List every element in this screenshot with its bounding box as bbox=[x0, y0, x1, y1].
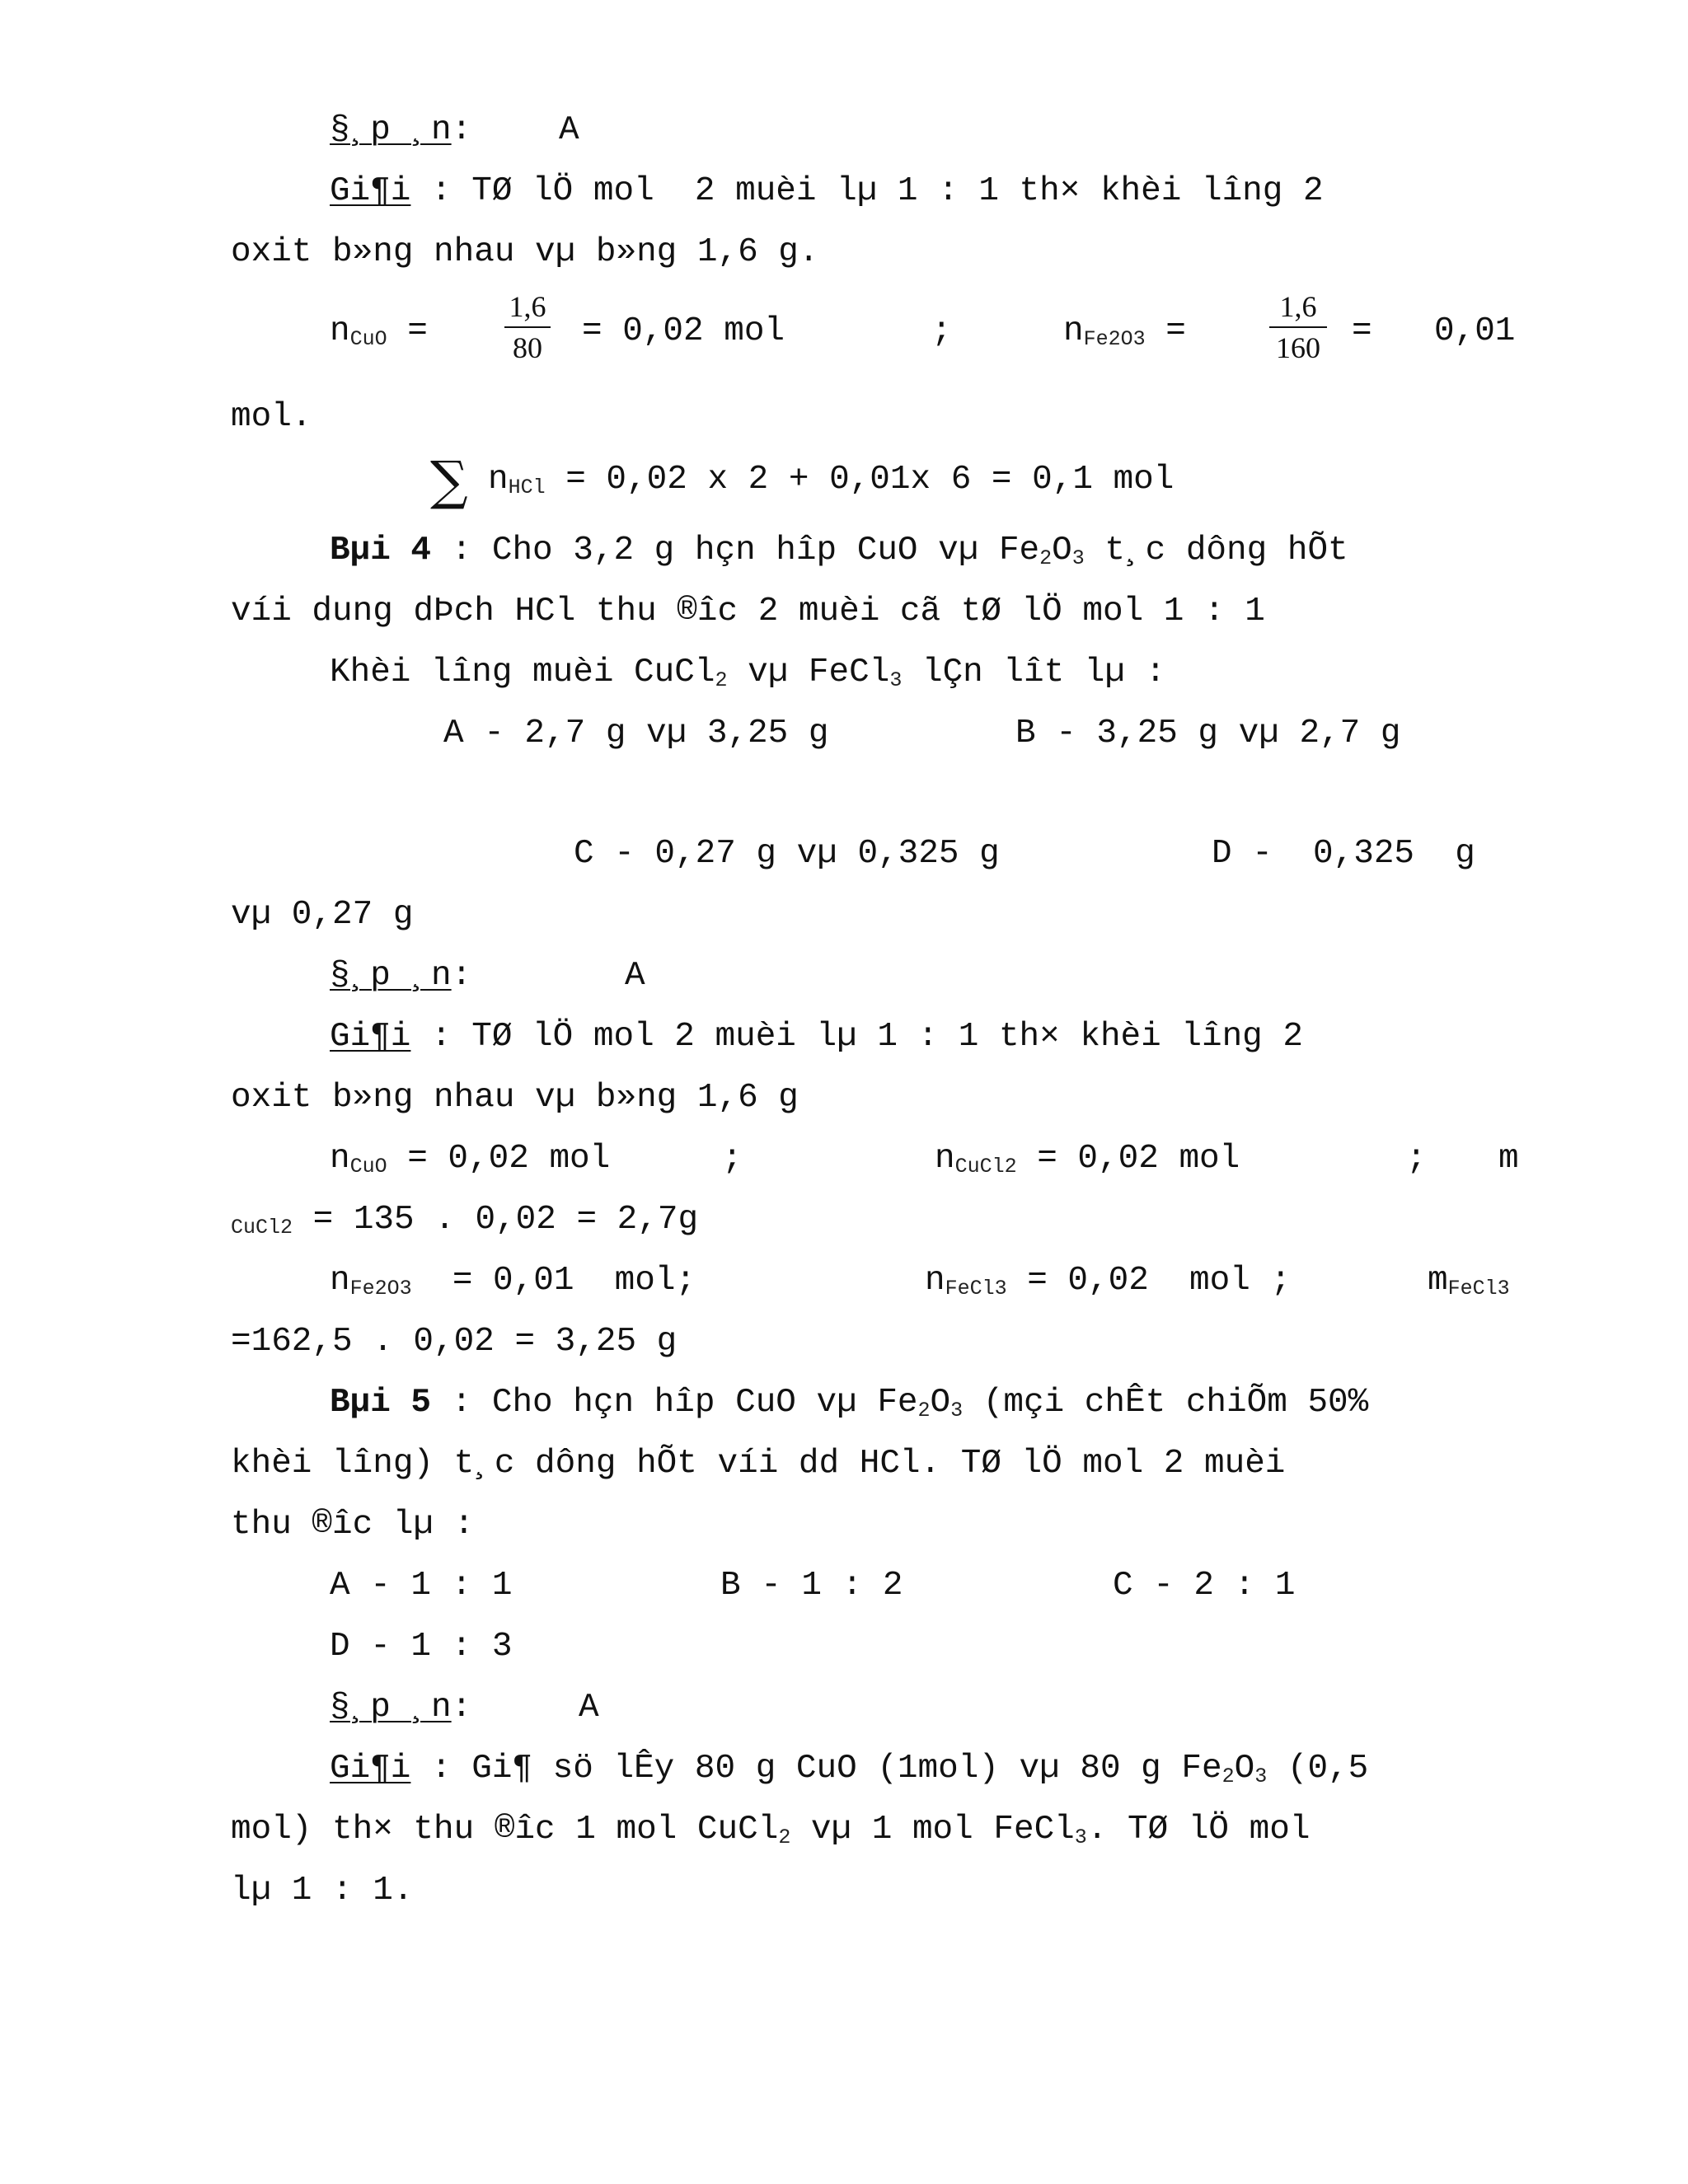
semicolon: ; bbox=[931, 312, 952, 350]
bai4-n-fe2o3 bbox=[330, 1261, 696, 1301]
n-subscript: Fe2O3 bbox=[1083, 327, 1146, 351]
solution-label: Gi¶i bbox=[330, 172, 411, 210]
question-text: (mçi chÊt chiÕm 50% bbox=[963, 1384, 1369, 1422]
m-symbol: m bbox=[1428, 1262, 1448, 1300]
question-text: t¸c dông hÕt bbox=[1084, 532, 1348, 569]
m-symbol: m bbox=[1498, 1140, 1519, 1178]
fraction-numerator: 1,6 bbox=[509, 290, 546, 323]
solution-text: : Gi¶ sö lÊy 80 g CuO (1mol) vµ 80 g Fe bbox=[410, 1750, 1222, 1788]
bai4-m-cucl2 bbox=[231, 1200, 698, 1240]
n-symbol: n bbox=[330, 1140, 350, 1178]
solution-text: . TØ lÖ mol bbox=[1086, 1811, 1311, 1849]
bai4-answer-line bbox=[330, 956, 471, 996]
answer-colon: : bbox=[451, 957, 472, 995]
bai4-option-a: A - 2,7 g vµ 3,25 g bbox=[443, 715, 829, 752]
solution-text: : TØ lÖ mol 2 muèi lµ 1 : 1 th× khèi lîng 2 bbox=[410, 1018, 1303, 1056]
bai4-n-fecl3 bbox=[925, 1261, 1291, 1301]
n-symbol: n bbox=[935, 1140, 955, 1178]
sigma-symbol: ∑ bbox=[430, 451, 468, 512]
bai4-m-fecl3-value: =162,5 . 0,02 = 3,25 g bbox=[231, 1323, 678, 1361]
bai4-solution-line-2: oxit b»ng nhau vµ b»ng 1,6 g bbox=[231, 1079, 799, 1117]
bai4-option-b: B - 3,25 g vµ 2,7 g bbox=[1015, 715, 1401, 752]
n-cuo-label bbox=[330, 312, 448, 351]
n-fe2o3-label bbox=[1063, 312, 1206, 351]
answer-colon: : bbox=[451, 1689, 472, 1727]
equals-sign: = bbox=[387, 312, 448, 350]
sum-hcl-line bbox=[488, 460, 1174, 499]
subscript: 3 bbox=[950, 1399, 964, 1422]
subscript: 2 bbox=[1039, 546, 1053, 570]
bai4-option-c: C - 0,27 g vµ 0,325 g bbox=[574, 835, 1000, 873]
solution-line-1 bbox=[330, 171, 1324, 211]
solution-text: (0,5 bbox=[1267, 1750, 1369, 1788]
bai4-title: Bµi 4 bbox=[330, 532, 432, 569]
question-text: O bbox=[1052, 532, 1072, 569]
fraction-denominator: 160 bbox=[1276, 331, 1320, 364]
bai5-option-b: B - 1 : 2 bbox=[720, 1567, 903, 1605]
question-text: : Cho 3,2 g hçn hîp CuO vµ Fe bbox=[431, 532, 1040, 569]
n-fe2o3-result: 0,01 bbox=[1434, 312, 1516, 350]
value: = 135 . 0,02 = 2,7g bbox=[293, 1201, 699, 1239]
subscript: 3 bbox=[1071, 546, 1085, 570]
bai5-question-line-1 bbox=[330, 1383, 1368, 1422]
fraction-denominator: 80 bbox=[513, 331, 542, 364]
n-subscript: FeCl3 bbox=[945, 1277, 1007, 1301]
semicolon: ; bbox=[1406, 1140, 1427, 1178]
n-symbol: n bbox=[1063, 312, 1084, 350]
fraction-numerator: 1,6 bbox=[1279, 290, 1317, 323]
solution-text: : TØ lÖ mol 2 muèi lµ 1 : 1 th× khèi lîng 2 bbox=[410, 172, 1324, 210]
value: = 0,02 mol bbox=[387, 1140, 611, 1178]
bai5-answer-value: A bbox=[579, 1689, 599, 1727]
sum-expression: = 0,02 x 2 + 0,01x 6 = 0,1 mol bbox=[545, 461, 1175, 499]
bai4-question-line-2: víi dung dÞch HCl thu ®îc 2 muèi cã tØ lÖ mol 1 : 1 bbox=[231, 593, 1265, 630]
bai4-n-cuo bbox=[330, 1139, 610, 1179]
bai4-option-d: D - 0,325 g bbox=[1212, 835, 1475, 873]
fraction-fe2o3 bbox=[1269, 288, 1327, 366]
bai5-title: Bµi 5 bbox=[330, 1384, 432, 1422]
subscript: 3 bbox=[1254, 1765, 1268, 1788]
answer-colon: : bbox=[451, 111, 472, 149]
value: = 0,02 mol ; bbox=[1006, 1262, 1292, 1300]
n-symbol: n bbox=[330, 1262, 350, 1300]
bai5-solution-line-2 bbox=[231, 1810, 1310, 1849]
answer-value: A bbox=[559, 111, 579, 149]
subscript: 3 bbox=[889, 668, 903, 692]
n-subscript: CuCl2 bbox=[954, 1155, 1017, 1179]
solution-label: Gi¶i bbox=[330, 1018, 411, 1056]
n-symbol: n bbox=[488, 461, 509, 499]
solution-text: O bbox=[1234, 1750, 1255, 1788]
bai5-solution-line-3: lµ 1 : 1. bbox=[231, 1872, 414, 1910]
bai4-answer-value: A bbox=[625, 957, 645, 995]
question-text: O bbox=[930, 1384, 951, 1422]
fraction-bar bbox=[1269, 326, 1327, 328]
subscript: 3 bbox=[1074, 1825, 1087, 1849]
answer-label: §¸p ¸n bbox=[330, 1689, 452, 1727]
n-subscript: CuO bbox=[349, 327, 387, 351]
answer-label: §¸p ¸n bbox=[330, 111, 452, 149]
equals-sign: = bbox=[1352, 312, 1372, 350]
solution-label: Gi¶i bbox=[330, 1750, 411, 1788]
subscript: 2 bbox=[917, 1399, 931, 1422]
bai5-question-line-3: thu ®îc lµ : bbox=[231, 1506, 475, 1544]
value: = 0,01 mol; bbox=[411, 1262, 696, 1300]
bai4-option-d-cont: vµ 0,27 g bbox=[231, 896, 414, 934]
n-cuo-result: = 0,02 mol bbox=[582, 312, 785, 350]
equals-sign: = bbox=[1145, 312, 1207, 350]
answer-label: §¸p ¸n bbox=[330, 957, 452, 995]
semicolon: ; bbox=[722, 1140, 743, 1178]
m-subscript: FeCl3 bbox=[1447, 1277, 1510, 1301]
bai4-m-fecl3 bbox=[1428, 1261, 1510, 1301]
solution-line-2: oxit b»ng nhau vµ b»ng 1,6 g. bbox=[231, 233, 819, 271]
bai5-option-c: C - 2 : 1 bbox=[1113, 1567, 1296, 1605]
subscript: 2 bbox=[1221, 1765, 1235, 1788]
n-subscript: HCl bbox=[508, 476, 546, 499]
fraction-bar bbox=[504, 326, 551, 328]
mol-wrap: mol. bbox=[231, 398, 312, 436]
answer-line-1 bbox=[330, 110, 471, 150]
bai5-answer-line bbox=[330, 1688, 471, 1727]
question-text: lÇn lît lµ : bbox=[902, 654, 1166, 691]
n-subscript: Fe2O3 bbox=[349, 1277, 412, 1301]
subscript: 2 bbox=[778, 1825, 791, 1849]
n-symbol: n bbox=[330, 312, 350, 350]
subscript: 2 bbox=[715, 668, 728, 692]
bai4-solution-line-1 bbox=[330, 1017, 1303, 1057]
bai5-question-line-2: khèi lîng) t¸c dông hÕt víi dd HCl. TØ lÖ mol 2 muèi bbox=[231, 1445, 1286, 1483]
bai4-question-line-3 bbox=[330, 653, 1165, 692]
n-symbol: n bbox=[925, 1262, 945, 1300]
question-text: : Cho hçn hîp CuO vµ Fe bbox=[431, 1384, 918, 1422]
solution-text: vµ 1 mol FeCl bbox=[790, 1811, 1075, 1849]
bai5-solution-line-1 bbox=[330, 1749, 1368, 1788]
bai4-question-line-1 bbox=[330, 531, 1348, 570]
solution-text: mol) th× thu ®îc 1 mol CuCl bbox=[231, 1811, 779, 1849]
m-subscript: CuCl2 bbox=[231, 1216, 293, 1240]
bai5-option-a: A - 1 : 1 bbox=[330, 1567, 513, 1605]
n-subscript: CuO bbox=[349, 1155, 387, 1179]
bai4-n-cucl2 bbox=[935, 1139, 1240, 1179]
bai5-option-d: D - 1 : 3 bbox=[330, 1628, 513, 1666]
question-text: Khèi lîng muèi CuCl bbox=[330, 654, 715, 691]
fraction-cuo bbox=[504, 288, 551, 366]
question-text: vµ FeCl bbox=[727, 654, 890, 691]
value: = 0,02 mol bbox=[1016, 1140, 1240, 1178]
